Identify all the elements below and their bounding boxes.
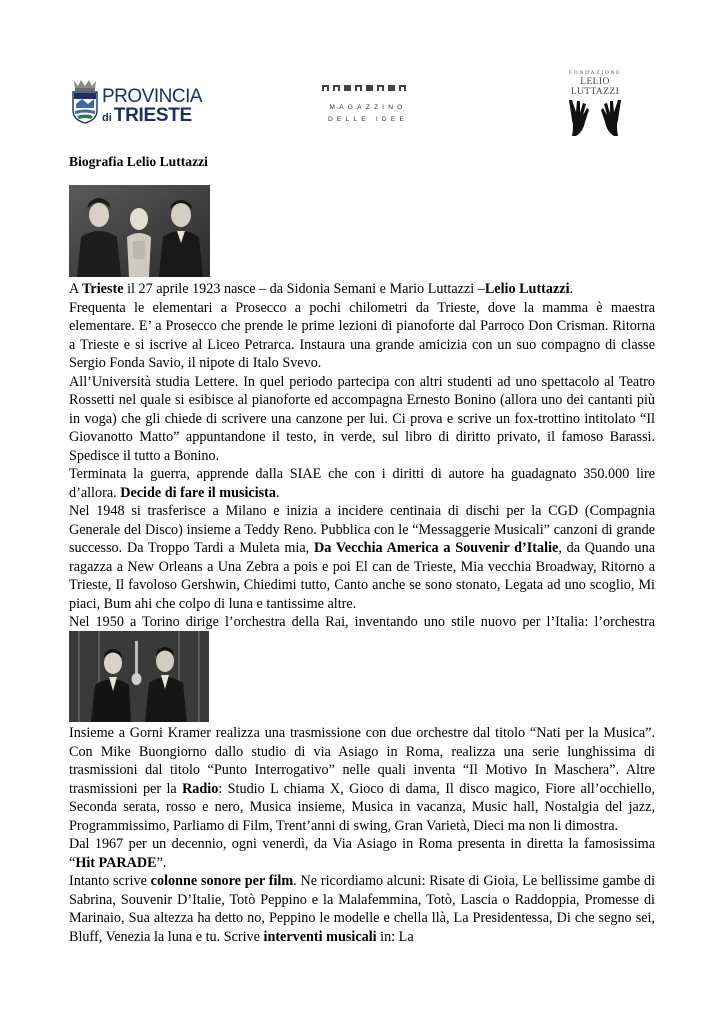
hands-icon [563, 98, 627, 138]
family-portrait-photo [69, 185, 210, 277]
fondazione-luttazzi-logo [559, 70, 631, 132]
biography-section-2 [69, 724, 655, 946]
coat-of-arms-icon [70, 78, 100, 124]
provincia-di: di [102, 112, 112, 124]
paragraph-torino: Nel 1950 a Torino dirige l’orchestra della Rai, inventando uno stile nuovo per l’Italia: l’orchestra [69, 614, 655, 630]
paragraph-school: Frequenta le elementari a Prosecco a pochi chilometri da Trieste, dove la mamma è maestra elementare. E’ a Prosecco che prende le prime lezioni di pianoforte dal Parroco Don Crisman. Ritorna a Trieste e si iscrive al Liceo Petrarca. Instaura una grande amicizia con un suo compagno di classe Sergio Fonda Savio, il nipote di Italo Svevo. [69, 299, 655, 371]
paragraph-university: All’Università studia Lettere. In quel periodo partecipa con altri studenti ad uno spettacolo al Teatro Rossetti nel quale si esibisce al pianoforte ed accompagna Ernesto Bonino (allora uno dei cantanti più in voga) che gli chiede di scrivere una canzone per lui. Ci prova e scrive un fox-trottino intitolato “Il Giovanotto Matto” appuntandone il testo, in verde, sul libro di diritto privato, il famoso Barassi. Spedisce il tutto a Bonino. [69, 373, 655, 464]
magazzino-wordmark: MAGAZZINO [329, 104, 407, 111]
provincia-trieste-logo [70, 78, 210, 124]
magazzino-delle-idee-logo [318, 84, 418, 140]
trieste-wordmark: TRIESTE [113, 105, 192, 126]
paragraph-tv-radio: Insieme a Gorni Kramer realizza una trasmissione con due orchestre dal titolo “Nati per la Musica”. Con Mike Buongiorno dallo studio di via Asiago in Roma, realizza una serie lunghissima di trasmissioni dal titolo “Punto Interrogativo” nelle quali inventa “Il Motivo In Maschera”. Altre trasmissioni per la Radio: Studio L chiama X, Gioco di dama, Il disco magico, Fiore all’occhiello, Seconda serata, rosso e nero, Musica insieme, Musica in vacanza, Music hall, Nostalgia del jazz, Programmissimo, Parliamo di Film, Trent’anni di swing, Gran Varietà, Dieci ma non li dimostra. [69, 725, 656, 834]
paragraph-birth: A Trieste il 27 aprile 1923 nasce – da Sidonia Semani e Mario Luttazzi –Lelio Luttazzi. [69, 281, 574, 297]
page-title: Biografia Lelio Luttazzi [69, 154, 208, 169]
studio-performers-photo [69, 631, 209, 722]
fondazione-wordmark: FONDAZIONE [568, 70, 622, 76]
delle-idee-wordmark: DELLE IDEE [327, 116, 409, 123]
lelio-luttazzi-wordmark: LELIO LUTTAZZI [570, 77, 620, 97]
paragraph-hit-parade: Dal 1967 per un decennio, ogni venerdì, da Via Asiago in Roma presenta in diretta la famosissima “Hit PARADE”. [69, 836, 655, 871]
paragraph-film-scores: Intanto scrive colonne sonore per film. Ne ricordiamo alcuni: Risate di Gioia, Le bellissime gambe di Sabrina, Souvenir D’Italie, Totò Peppino e la Malafemmina, Totò, Lascia o Raddoppia, Promesse di Marinaio, Sua altezza ha detto no, Peppino le modelle e chella llà, La Presidentessa, Di che segno sei, Bluff, Venezia la luna e tu. Scrive interventi musicali in: La [69, 873, 656, 945]
provincia-wordmark: PROVINCIA [102, 86, 203, 107]
magazzino-glyphs-icon [320, 84, 416, 92]
paragraph-siae: Terminata la guerra, apprende dalla SIAE che con i diritti di autore ha guadagnato 350.000 lire d’allora. Decide di fare il musicista. [69, 466, 655, 501]
paragraph-milano: Nel 1948 si trasferisce a Milano e inizia a incidere centinaia di dischi per la CGD (Compagnia Generale del Disco) insieme a Teddy Reno. Pubblica con le “Messaggerie Musicali” canzoni di grande successo. Da Troppo Tardi a Muleta mia, Da Vecchia America a Souvenir d’Italie, da Quando una ragazza a New Orleans a Una Zebra a pois e poi El can de Trieste, Mia vecchia Broadway, Ritorno a Trieste, Il favoloso Gershwin, Chiedimi tutto, Canto anche se sono stonato, Legata ad uno scoglio, Mi piaci, Bum ahi che colpo di luna e tantissime altre. [69, 503, 655, 612]
biography-section-1 [69, 280, 655, 650]
